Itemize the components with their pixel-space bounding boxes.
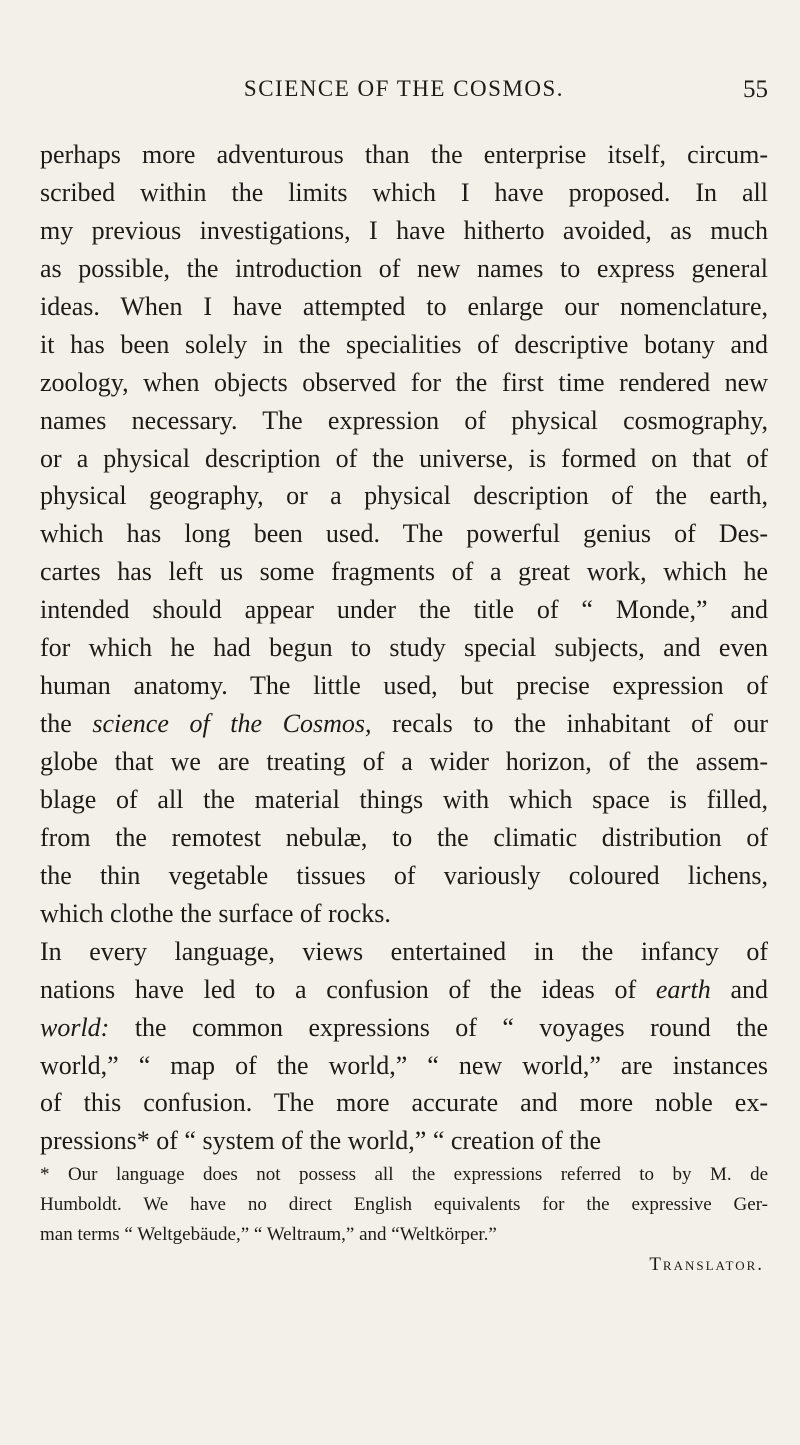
text-line: pressions* of “ system of the world,” “ creation of the xyxy=(40,1126,602,1156)
text-line: for which he had begun to study special subjects, and even xyxy=(40,633,768,663)
text-run: recals to the inhabitant of our xyxy=(371,709,768,739)
text-run: and xyxy=(710,974,768,1004)
text-line: it has been solely in the specialities of descriptive botany and xyxy=(40,329,768,359)
text-line: blage of all the material things with which space is filled, xyxy=(40,784,768,814)
footnote-line: man terms “ Weltgebäude,” “ Weltraum,” and “Weltkörper.” xyxy=(40,1224,497,1245)
text-line: In every language, views entertained in the infancy of xyxy=(40,936,768,966)
page-header xyxy=(40,76,768,112)
text-line: physical geography, or a physical description of the earth, xyxy=(40,481,768,511)
text-line: world,” “ map of the world,” “ new world,” are instances xyxy=(40,1050,768,1080)
text-line: names necessary. The expression of physical cosmography, xyxy=(40,405,768,435)
text-line: which clothe the surface of rocks. xyxy=(40,898,391,928)
text-run: nations have led to a confusion of the ideas of xyxy=(40,974,656,1004)
text-line: perhaps more adventurous than the enterprise itself, circum- xyxy=(40,140,768,169)
text-line xyxy=(40,971,768,1009)
text-line: from the remotest nebulæ, to the climatic distribution of xyxy=(40,822,768,852)
text-line: cartes has left us some fragments of a great work, which he xyxy=(40,557,768,587)
text-run: the common expressions of “ voyages round the xyxy=(109,1012,768,1042)
body-text xyxy=(40,136,768,1160)
text-line: of this confusion. The more accurate and more noble ex- xyxy=(40,1088,768,1118)
text-line: zoology, when objects observed for the first time rendered new xyxy=(40,367,768,397)
footnote-signature: Translator. xyxy=(649,1254,764,1275)
text-line: the thin vegetable tissues of variously coloured lichens, xyxy=(40,860,768,890)
italic-run: earth xyxy=(655,974,711,1004)
footnote-line: * Our language does not possess all the expressions referred to by M. de xyxy=(40,1164,768,1185)
text-line: or a physical description of the universe, is formed on that of xyxy=(40,443,768,473)
text-line: scribed within the limits which I have proposed. In all xyxy=(40,177,768,207)
text-line: globe that we are treating of a wider horizon, of the assem- xyxy=(40,747,768,776)
page-number: 55 xyxy=(743,76,768,103)
footnote xyxy=(40,1160,768,1280)
text-line xyxy=(40,705,768,743)
text-run: the xyxy=(40,709,93,739)
text-line: as possible, the introduction of new names to express general xyxy=(40,253,768,283)
italic-run: science of the Cosmos, xyxy=(92,709,372,739)
text-line: intended should appear under the title of “ Monde,” and xyxy=(40,595,768,625)
text-line: my previous investigations, I have hitherto avoided, as much xyxy=(40,215,768,245)
text-line: human anatomy. The little used, but precise expression of xyxy=(40,671,768,701)
text-line: ideas. When I have attempted to enlarge our nomenclature, xyxy=(40,291,768,321)
text-line xyxy=(40,1009,768,1047)
footnote-lines xyxy=(40,1160,768,1250)
running-head: SCIENCE OF THE COSMOS. xyxy=(243,76,565,101)
text-line: which has long been used. The powerful genius of Des- xyxy=(40,519,768,549)
footnote-line: Humboldt. We have no direct English equivalents for the expressive Ger- xyxy=(40,1194,768,1215)
italic-run: world: xyxy=(40,1012,110,1042)
